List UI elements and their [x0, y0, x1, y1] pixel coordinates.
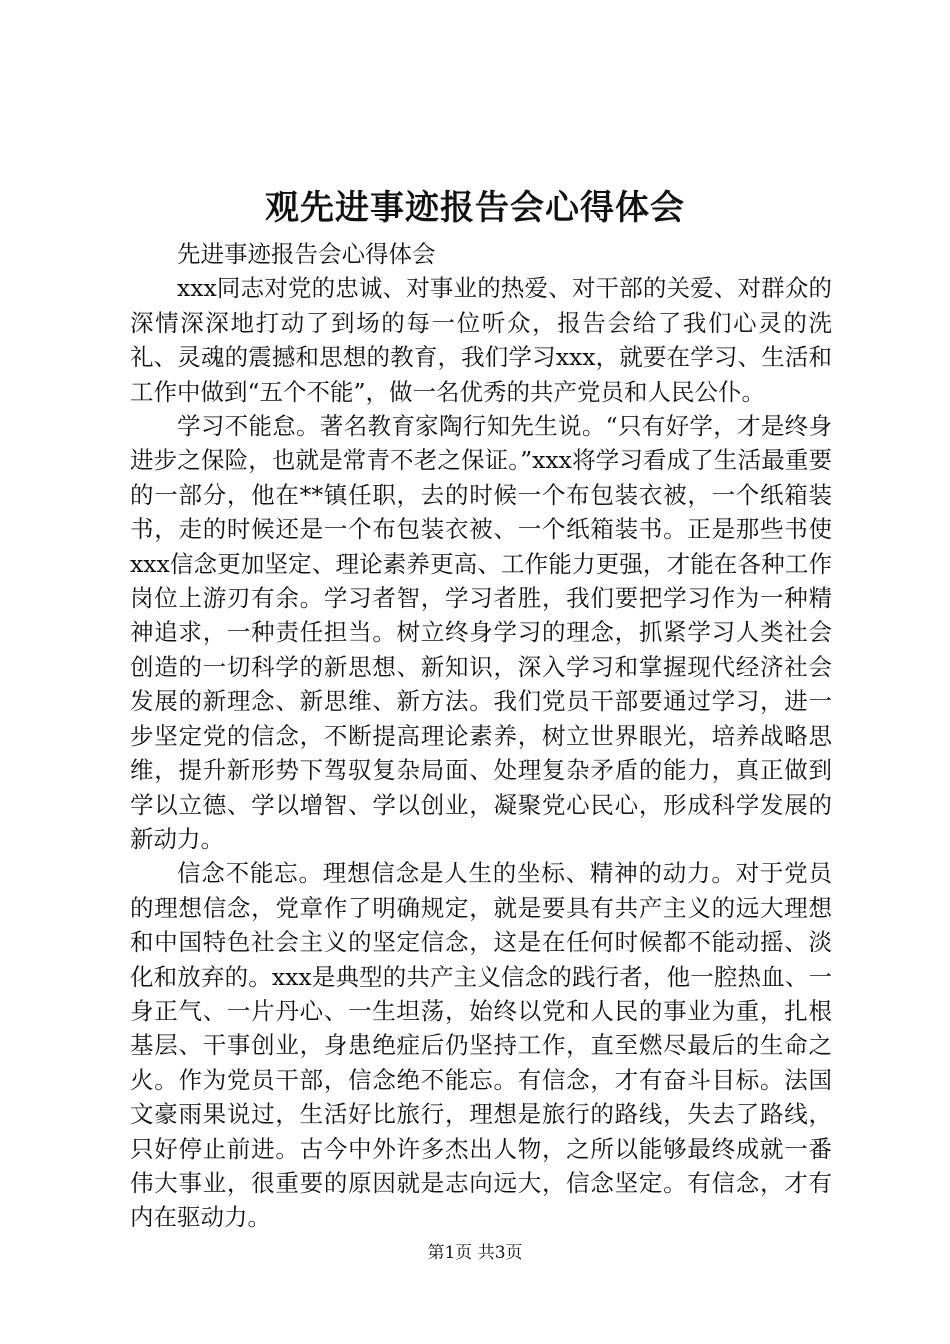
study-paragraph: 学习不能怠。著名教育家陶行知先生说。“只有好学，才是终身进步之保险，也就是常青不老之保证。”xxx将学习看成了生活最重要的一部分，他在**镇任职，去的时候一个布包装衣被，一个纸箱装书，走的时候还是一个布包装衣被、一个纸箱装书。正是那些书使xxx信念更加坚定、理论素养更高、工作能力更强，才能在各种工作岗位上游刃有余。学习者智，学习者胜，我们要把学习作为一种精神追求，一种责任担当。树立终身学习的理念，抓紧学习人类社会创造的一切科学的新思想、新知识，深入学习和掌握现代经济社会发展的新理念、新思维、新方法。我们党员干部要通过学习，进一步坚定党的信念，不断提高理论素养，树立世界眼光，培养战略思维，提升新形势下驾驭复杂局面、处理复杂矛盾的能力，真正做到学以立德、学以增智、学以创业，凝聚党心民心，形成科学发展的新动力。	[130, 412, 832, 853]
intro-paragraph: xxx同志对党的忠诚、对事业的热爱、对干部的关爱、对群众的深情深深地打动了到场的每一位听众，报告会给了我们心灵的洗礼、灵魂的震撼和思想的教育，我们学习xxx，就要在学习、生活和工作中做到“五个不能”，做一名优秀的共产党员和人民公仆。	[130, 274, 832, 406]
document-title: 观先进事迹报告会心得体会	[265, 188, 685, 228]
subtitle-paragraph: 先进事迹报告会心得体会	[177, 240, 436, 268]
document-body	[130, 237, 832, 1235]
belief-paragraph: 信念不能忘。理想信念是人生的坐标、精神的动力。对于党员的理想信念，党章作了明确规定，就是要具有共产主义的远大理想和中国特色社会主义的坚定信念，这是在任何时候都不能动摇、淡化和放弃的。xxx是典型的共产主义信念的践行者，他一腔热血、一身正气、一片丹心、一生坦荡，始终以党和人民的事业为重，扎根基层、干事创业，身患绝症后仍坚持工作，直至燃尽最后的生命之火。作为党员干部，信念绝不能忘。有信念，才有奋斗目标。法国文豪雨果说过，生活好比旅行，理想是旅行的路线，失去了路线，只好停止前进。古今中外许多杰出人物，之所以能够最终成就一番伟大事业，很重要的原因就是志向远大，信念坚定。有信念，才有内在驱动力。	[130, 859, 832, 1232]
page-number-footer: 第1页 共3页	[427, 1243, 523, 1263]
